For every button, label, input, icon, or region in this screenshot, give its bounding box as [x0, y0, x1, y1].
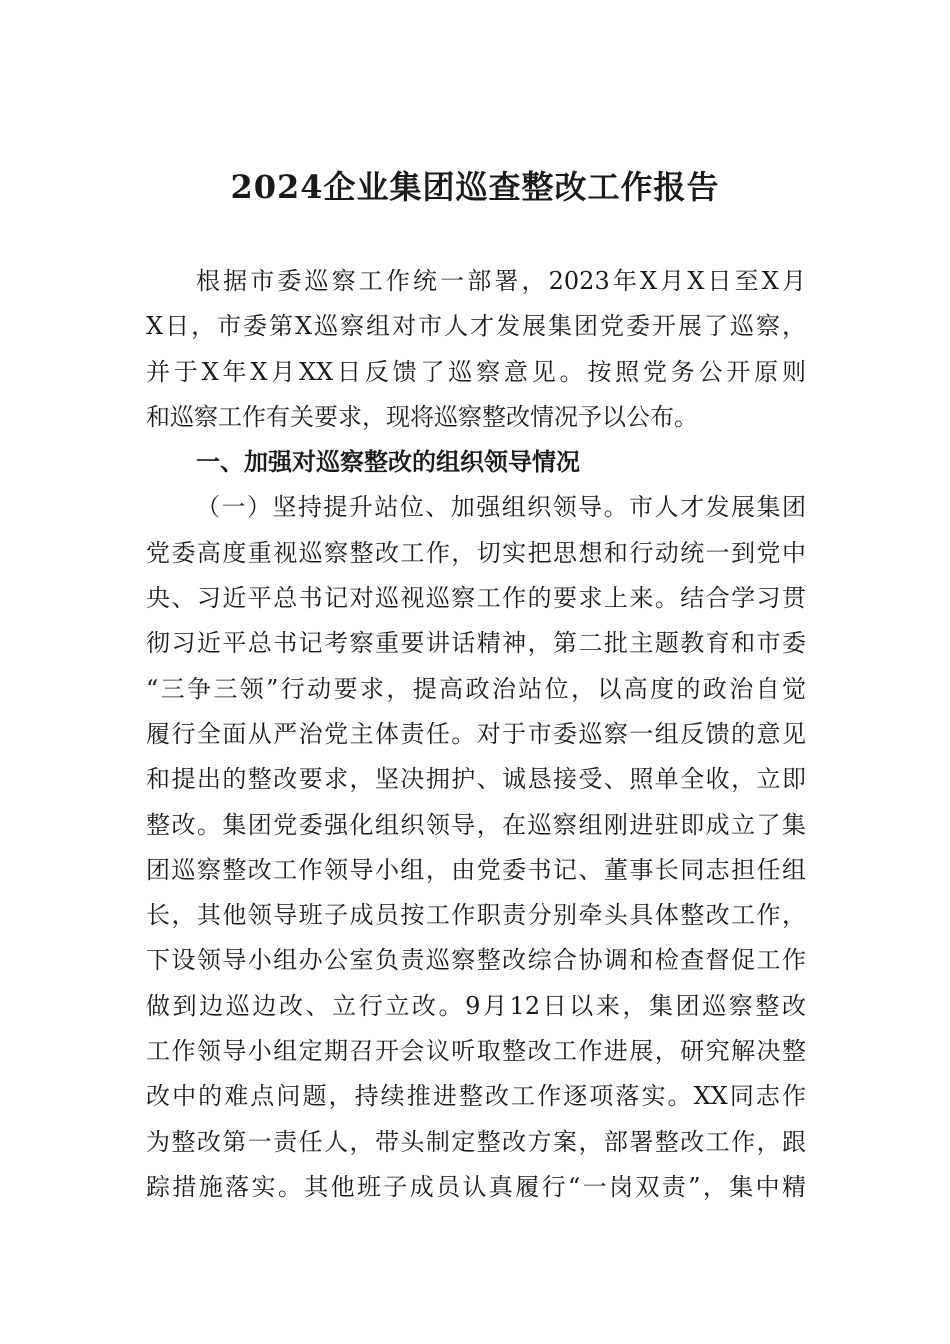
- paragraph-line: 整改。集团党委强化组织领导，在巡察组刚进驻即成立了集: [146, 810, 806, 839]
- paragraph-line: X日，市委第X巡察组对市人才发展集团党委开展了巡察，: [146, 312, 806, 341]
- paragraph-line: 履行全面从严治党主体责任。对于市委巡察一组反馈的意见: [146, 719, 806, 748]
- paragraph-line: 改中的难点问题，持续推进整改工作逐项落实。XX同志作: [146, 1082, 806, 1111]
- document-body: [146, 259, 806, 1210]
- paragraph-line: 党委高度重视巡察整改工作，切实把思想和行动统一到党中: [146, 538, 806, 567]
- paragraph-line: 工作领导小组定期召开会议听取整改工作进展，研究解决整: [146, 1037, 806, 1066]
- paragraph-line: 长，其他领导班子成员按工作职责分别牵头具体整改工作，: [146, 901, 806, 930]
- paragraph-line: （一）坚持提升站位、加强组织领导。市人才发展集团: [196, 493, 806, 522]
- paragraph-line: 做到边巡边改、立行立改。9月12日以来，集团巡察整改: [146, 991, 806, 1020]
- document-title: 2024企业集团巡查整改工作报告: [230, 168, 720, 206]
- paragraph-line: 团巡察整改工作领导小组，由党委书记、董事长同志担任组: [146, 855, 806, 884]
- paragraph-line: 为整改第一责任人，带头制定整改方案，部署整改工作，跟: [146, 1127, 806, 1156]
- section-heading: 一、加强对巡察整改的组织领导情况: [196, 448, 580, 477]
- paragraph-line: 根据市委巡察工作统一部署，2023年X月X日至X月: [196, 267, 806, 295]
- paragraph-line: 彻习近平总书记考察重要讲话精神，第二批主题教育和市委: [146, 629, 806, 658]
- paragraph-line: 央、习近平总书记对巡视巡察工作的要求上来。结合学习贯: [146, 584, 806, 613]
- paragraph-line: 并于X年X月XX日反馈了巡察意见。按照党务公开原则: [146, 357, 806, 386]
- paragraph-line: “三争三领”行动要求，提高政治站位，以高度的政治自觉: [146, 674, 806, 703]
- paragraph-line: 下设领导小组办公室负责巡察整改综合协调和检查督促工作: [146, 946, 806, 975]
- paragraph-line: 和提出的整改要求，坚决拥护、诚恳接受、照单全收，立即: [146, 765, 806, 794]
- paragraph-line: 踪措施落实。其他班子成员认真履行“一岗双责”，集中精: [146, 1172, 806, 1201]
- paragraph-line: 和巡察工作有关要求，现将巡察整改情况予以公布。: [146, 402, 698, 431]
